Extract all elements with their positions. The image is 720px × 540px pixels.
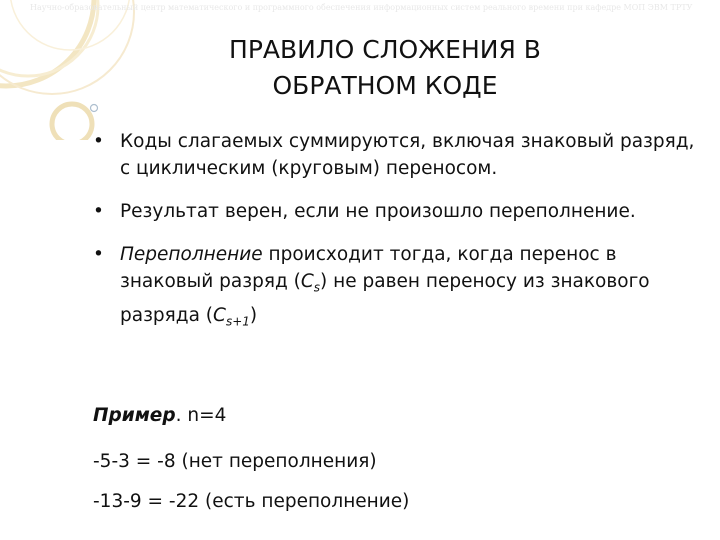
example-params: . n=4 bbox=[175, 405, 227, 426]
bullet-term: Переполнение bbox=[120, 244, 263, 265]
header-caption: Научно-образовательный центр математического и программного обеспечения информационных систем реального времени при кафедре МОП ЭВМ ТРТУ bbox=[30, 3, 693, 12]
example-heading bbox=[93, 402, 226, 429]
carry-out-subscript: s+1 bbox=[225, 314, 250, 329]
bullet-text-b: ) не равен переносу из знакового разряда ( bbox=[120, 271, 650, 326]
bullet-item-result bbox=[93, 198, 703, 225]
bullet-dot-icon: • bbox=[93, 244, 104, 265]
small-ring-icon bbox=[91, 105, 98, 112]
carry-out-symbol: C bbox=[213, 304, 226, 326]
carry-in-symbol: C bbox=[300, 271, 314, 292]
title-line-1: ПРАВИЛО СЛОЖЕНИЯ В bbox=[229, 35, 541, 64]
bullet-list bbox=[93, 128, 703, 351]
carry-in-subscript: s bbox=[313, 280, 321, 295]
example-line-2: -13-9 = -22 (есть переполнение) bbox=[93, 491, 410, 512]
example-line-1: -5-3 = -8 (нет переполнения) bbox=[93, 451, 377, 472]
slide-title bbox=[170, 32, 600, 104]
bullet-dot-icon: • bbox=[93, 131, 104, 152]
title-line-2: ОБРАТНОМ КОДЕ bbox=[272, 71, 498, 100]
example-label: Пример bbox=[93, 405, 176, 426]
bullet-text-a: происходит тогда, когда перенос в знаковый разряд ( bbox=[120, 244, 617, 292]
bullet-item-overflow bbox=[93, 241, 703, 335]
bullet-text: Коды слагаемых суммируются, включая знаковый разряд, с циклическим (круговым) переносом. bbox=[120, 131, 695, 179]
bullet-text-c: ) bbox=[249, 304, 258, 326]
bullet-text: Результат верен, если не произошло переполнение. bbox=[120, 201, 636, 222]
bullet-item-cyclic-carry bbox=[93, 128, 703, 182]
bullet-dot-icon: • bbox=[93, 201, 104, 222]
